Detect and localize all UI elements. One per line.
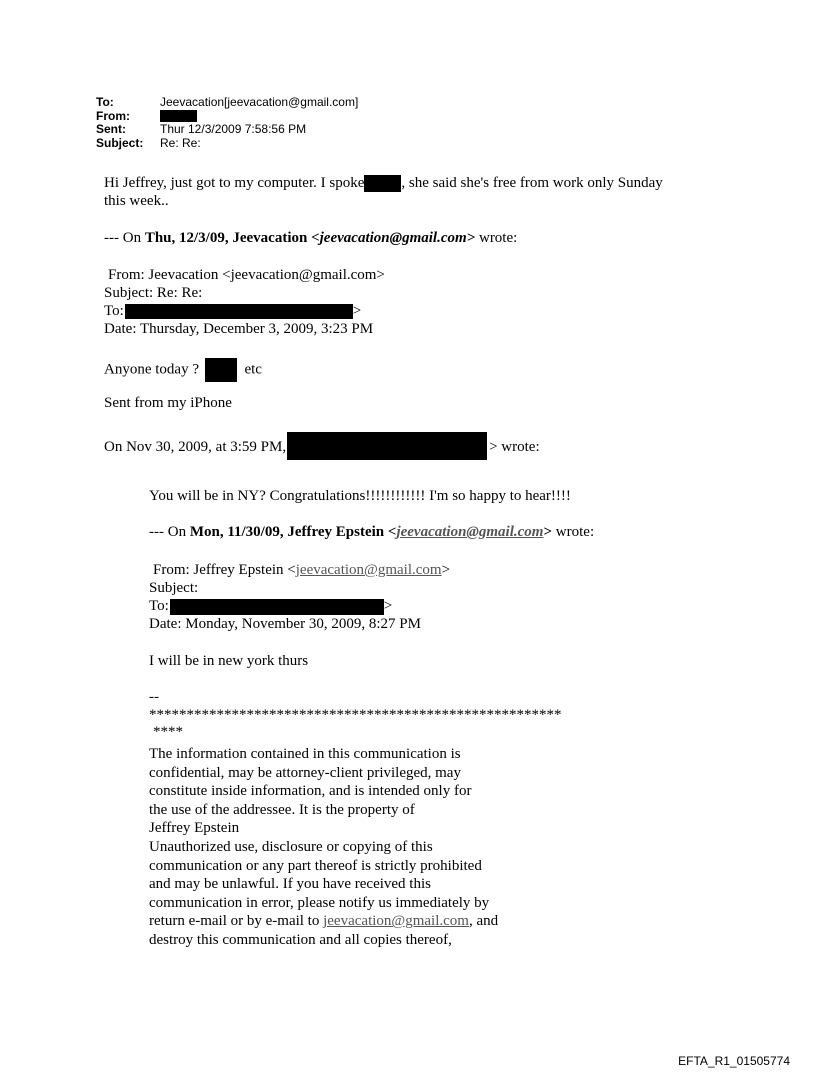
email-link[interactable]: jeevacation@gmail.com [295, 562, 442, 578]
from-label: From: [96, 108, 130, 123]
body-text: > [441, 562, 451, 578]
disclaimer-line: The information contained in this communication is [149, 746, 461, 762]
disclaimer-text: , and [468, 913, 499, 930]
redaction-box [170, 599, 384, 615]
quote-header-1 [104, 230, 517, 247]
body-text: Anyone today ? [104, 361, 199, 378]
disclaimer-line: constitute inside information, and is intended only for [149, 783, 472, 800]
body-text: > wrote: [489, 439, 540, 455]
disclaimer-line: Unauthorized use, disclosure or copying of this [149, 838, 433, 855]
quoted-subject-line: Subject: Re: Re: [104, 285, 203, 301]
quoted-date-line: Date: Thursday, December 3, 2009, 3:23 PM [104, 321, 374, 337]
quoted-to-line-2 [149, 598, 392, 615]
body-text: , she said she's free from work only Sunday [401, 175, 663, 191]
quote-prefix: --- On [149, 524, 190, 540]
disclaimer-line [149, 912, 498, 931]
to-label: To: [149, 598, 169, 614]
disclaimer-line: communication or any part thereof is strictly prohibited [149, 857, 482, 874]
document-id: EFTA_R1_01505774 [678, 1054, 790, 1068]
subject-label: Subject: [96, 135, 144, 150]
disclaimer-line: Jeffrey Epstein [149, 820, 240, 837]
email-link[interactable]: jeevacation@gmail.com [396, 524, 544, 540]
quote-email: <jeevacation@gmail.com> [311, 230, 476, 246]
stars-line-1: ******************************************************* [149, 707, 562, 723]
bracket: < [387, 524, 397, 540]
redaction-box [287, 432, 487, 460]
to-label: To: [96, 95, 114, 109]
anyone-today-line [104, 358, 262, 382]
quote-date: Mon, 11/30/09, Jeffrey Epstein [189, 524, 388, 540]
quote-prefix: --- On [104, 230, 145, 246]
disclaimer-line: the use of the addressee. It is the property of [149, 801, 415, 818]
disclaimer-line: communication in error, please notify us immediately by [149, 894, 490, 911]
on-nov-line [104, 432, 540, 460]
disclaimer-line: confidential, may be attorney-client privileged, may [149, 764, 461, 781]
redaction-box [125, 304, 353, 319]
confidentiality-disclaimer [149, 745, 498, 950]
congrats-line: You will be in NY? Congratulations!!!!!!!!!!!! I'm so happy to hear!!!! [149, 488, 571, 504]
sent-from-iphone: Sent from my iPhone [104, 395, 232, 411]
to-label: To: [104, 303, 124, 319]
body-text: Hi Jeffrey, just got to my computer. I spoke [104, 175, 365, 191]
header-subject-row [96, 137, 358, 151]
quoted-from-line-2 [153, 562, 450, 579]
to-value: Jeevacation[jeevacation@gmail.com] [160, 95, 359, 109]
to-tail: > [352, 303, 362, 319]
email-header [96, 96, 358, 150]
bracket: > [543, 524, 553, 540]
quoted-to-line [104, 303, 361, 320]
subject-value: Re: Re: [160, 135, 201, 150]
disclaimer-line: destroy this communication and all copies thereof, [149, 931, 452, 948]
body-line-1 [104, 175, 663, 192]
quote-suffix: wrote: [552, 524, 595, 540]
stars-line-2: **** [153, 724, 183, 740]
body-text: On Nov 30, 2009, at 3:59 PM, [104, 439, 287, 455]
quote-header-2 [149, 524, 594, 541]
ny-thurs-line: I will be in new york thurs [149, 653, 309, 669]
body-line-2: this week.. [104, 193, 169, 209]
quoted-date-line-2: Date: Monday, November 30, 2009, 8:27 PM [149, 616, 421, 632]
redaction-box [160, 110, 197, 122]
redaction-box [364, 175, 401, 192]
email-link[interactable]: jeevacation@gmail.com [323, 913, 469, 930]
body-text: etc [244, 361, 262, 378]
quote-date: Thu, 12/3/09, Jeevacation [144, 230, 312, 246]
header-to-row [96, 96, 358, 110]
quoted-from-line: From: Jeevacation <jeevacation@gmail.com> [108, 267, 385, 283]
redaction-box [205, 358, 237, 382]
header-sent-row [96, 123, 358, 137]
sent-value: Thur 12/3/2009 7:58:56 PM [160, 122, 307, 136]
quoted-subject-line-2: Subject: [149, 580, 199, 596]
to-tail: > [383, 598, 393, 614]
disclaimer-line: and may be unlawful. If you have received this [149, 876, 431, 893]
header-from-row [96, 110, 358, 124]
sent-label: Sent: [96, 122, 126, 136]
quote-suffix: wrote: [475, 230, 518, 246]
body-text: From: Jeffrey Epstein < [153, 562, 296, 578]
signature-dashes: -- [149, 689, 159, 705]
disclaimer-text: return e-mail or by e-mail to [149, 913, 324, 930]
